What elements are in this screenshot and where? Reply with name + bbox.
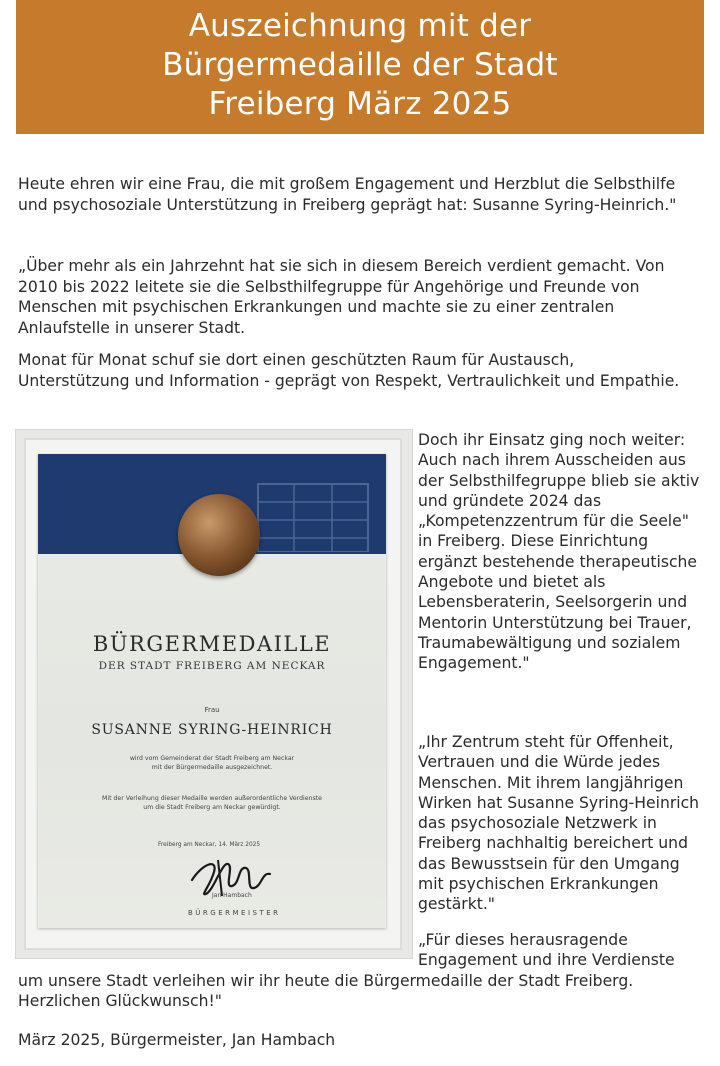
award-paragraph (18, 930, 708, 1011)
certificate-body-1-line-1: wird vom Gemeinderat der Stadt Freiberg am Neckar (129, 755, 295, 762)
certificate (38, 454, 386, 928)
certificate-signer: Jan Hambach (212, 892, 252, 899)
center-founding-paragraph: Doch ihr Einsatz ging noch weiter: Auch nach ihrem Ausscheiden aus der Selbsthilfegruppe blieb sie aktiv und gründete 2024 das „Kompetenzzentrum für die Seele" in Freiberg. Diese Einrichtung ergänzt bestehende therapeutische Angebote und bietet als Lebensberaterin, Seelsorgerin und Mentorin Unterstützung bei Trauer, Traumabewältigung und sozialem Engagement." (418, 431, 700, 673)
title-banner (16, 0, 704, 134)
certificate-place-date: Freiberg am Neckar, 14. März 2025 (158, 842, 261, 848)
award-line-2: Engagement und ihre Verdienste (418, 951, 675, 970)
award-rest: um unsere Stadt verleihen wir ihr heute die Bürgermedaille der Stadt Freiberg. Herzlichen Glückwunsch!" (18, 971, 634, 1010)
signature-line: März 2025, Bürgermeister, Jan Hambach (18, 1031, 336, 1049)
award-line-1: „Für dieses herausragende (418, 931, 628, 949)
certificate-body-2-line-2: um die Stadt Freiberg am Neckar gewürdigt. (143, 804, 281, 811)
certificate-photo (16, 430, 412, 958)
history-paragraph: „Über mehr als ein Jahrzehnt hat sie sich in diesem Bereich verdient gemacht. Von 2010 bis 2022 leitete sie die Selbsthilfegruppe für Angehörige und Freunde von Menschen mit psychischen Erkrankungen und machte sie zu einer zentralen Anlaufstelle in unserer Stadt. (18, 257, 665, 337)
certificate-salutation: Frau (204, 706, 220, 714)
title-line-2: Bürgermedaille der Stadt (162, 46, 558, 83)
certificate-body-2-line-1: Mit der Verleihung dieser Medaille werden außerordentliche Verdienste (102, 795, 322, 802)
building-graphic (248, 464, 378, 552)
certificate-body-1-line-2: mit der Bürgermedaille ausgezeichnet. (151, 764, 273, 771)
certificate-recipient-name: SUSANNE SYRING-HEINRICH (91, 722, 333, 738)
certificate-frame (24, 438, 402, 950)
center-impact-paragraph: „Ihr Zentrum steht für Offenheit, Vertrauen und die Würde jedes Menschen. Mit ihrem langjährigen Wirken hat Susanne Syring-Heinrich das psychosoziale Netzwerk in Freiberg nachhaltig bereichert und das Bewusstsein für den Umgang mit psychischen Erkrankungen gestärkt." (418, 733, 700, 914)
title-line-1: Auszeichnung mit der (188, 7, 532, 44)
intro-paragraph: Heute ehren wir eine Frau, die mit großem Engagement und Herzblut die Selbsthilfe und psychosoziale Unterstützung in Freiberg geprägt hat: Susanne Syring-Heinrich." (18, 175, 677, 214)
support-paragraph: Monat für Monat schuf sie dort einen geschützten Raum für Austausch, Unterstützung und Information - geprägt von Respekt, Vertraulichkeit und Empathie. (18, 351, 680, 390)
medal-emblem (178, 494, 260, 576)
certificate-body-2 (38, 794, 386, 812)
certificate-title: BÜRGERMEDAILLE (92, 632, 332, 656)
certificate-signer-role: BÜRGERMEISTER (188, 909, 281, 917)
title-line-3: Freiberg März 2025 (208, 85, 512, 122)
certificate-body-1 (38, 754, 386, 772)
certificate-subtitle: DER STADT FREIBERG AM NECKAR (98, 660, 326, 672)
